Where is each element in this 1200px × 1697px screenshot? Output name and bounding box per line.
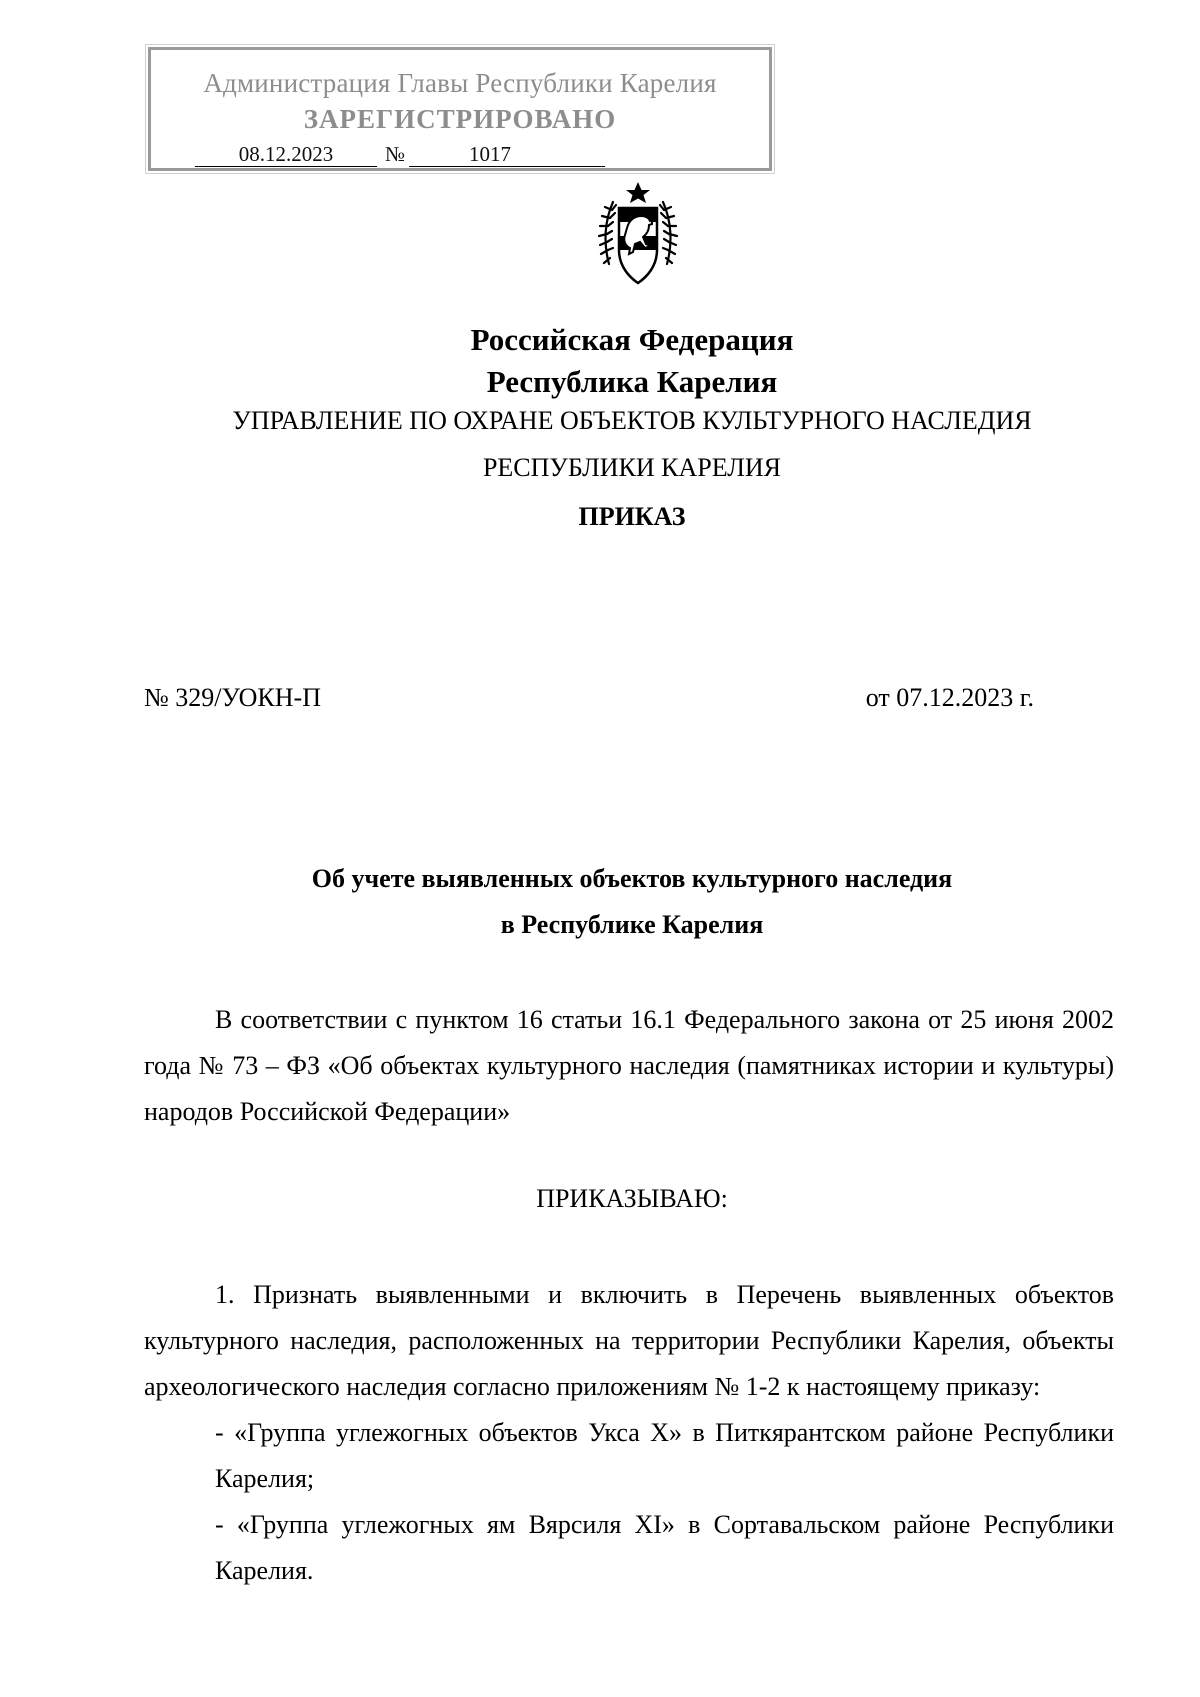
list-item: - «Группа углежогных объектов Укса X» в Питкярантском районе Республики Карелия; [215,1418,1114,1493]
agency-name-line1: УПРАВЛЕНИЕ ПО ОХРАНЕ ОБЪЕКТОВ КУЛЬТУРНОГО НАСЛЕДИЯ [232,406,1032,435]
country-heading: Российская Федерация [470,322,794,357]
document-title-line1: Об учете выявленных объектов культурного наследия [311,864,953,893]
legal-basis-paragraph: В соответствии с пунктом 16 статьи 16.1 Федерального закона от 25 июня 2002 года № 73 – ФЗ «Об объектах культурного наследия (памятниках истории и культуры) народов Российской Федерации» [144,1005,1114,1126]
order-date: от 07.12.2023 г. [865,683,1034,712]
order-number: № 329/УОКН-П [144,683,321,712]
document-title-line2: в Республике Карелия [500,910,764,939]
stamp-number: 1017 [409,142,605,167]
karelia-coat-of-arms-icon [583,180,693,290]
document-type: ПРИКАЗ [578,502,686,531]
order-verb: ПРИКАЗЫВАЮ: [536,1184,728,1213]
stamp-number-sign: № [385,142,406,166]
republic-heading: Республика Карелия [486,364,778,399]
agency-name-line2: РЕСПУБЛИКИ КАРЕЛИЯ [482,453,782,482]
stamp-authority: Администрация Главы Республики Карелия [203,68,717,98]
registration-stamp [148,47,772,171]
stamp-registered-label: ЗАРЕГИСТРИРОВАНО [303,104,617,134]
list-item: - «Группа углежогных ям Вярсиля XI» в Сортавальском районе Республики Карелия. [215,1510,1114,1585]
stamp-date: 08.12.2023 [195,142,377,167]
item-1-paragraph: 1. Признать выявленными и включить в Перечень выявленных объектов культурного наследия, расположенных на территории Республики Карелия, объекты археологического наследия согласно приложениям № 1-2 к настоящему приказу: [144,1280,1114,1401]
